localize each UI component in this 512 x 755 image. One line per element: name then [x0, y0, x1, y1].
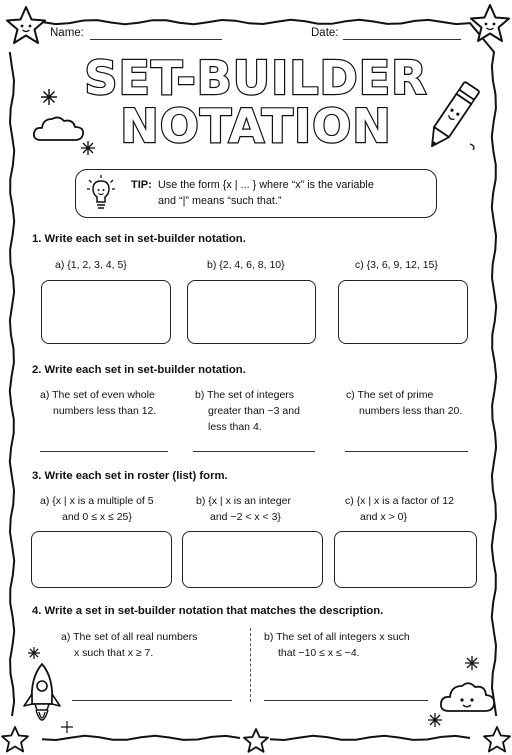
question-2a-prompt-line-2: numbers less than 12.	[53, 405, 157, 417]
question-3a-prompt-line-1: a) {x | x is a multiple of 5	[40, 495, 154, 507]
name-label: Name:	[50, 27, 84, 39]
name-field[interactable]	[90, 39, 222, 40]
question-1b-prompt: b) {2, 4, 6, 8, 10}	[207, 259, 285, 271]
question-1a-answer-box[interactable]	[41, 280, 171, 344]
sparkle-icon	[27, 646, 41, 660]
question-3a-answer-box[interactable]	[31, 531, 172, 588]
title-line-2: NOTATION	[120, 99, 392, 153]
question-2b-answer-line[interactable]	[193, 451, 315, 452]
tip-text-line-2: and “|” means “such that.”	[158, 195, 282, 207]
date-field[interactable]	[343, 39, 461, 40]
cloud-icon	[31, 112, 87, 144]
question-4a-prompt-line-1: a) The set of all real numbers	[61, 631, 198, 643]
title-line-1: SET-BUILDER	[84, 51, 428, 105]
star-icon-bottom-right	[482, 725, 512, 755]
question-2b-prompt-line-2: greater than −3 and	[208, 405, 300, 417]
question-3a-prompt-line-2: and 0 ≤ x ≤ 25}	[62, 511, 132, 523]
star-icon-bottom-center	[242, 727, 270, 755]
question-3c-prompt-line-1: c) {x | x is a factor of 12	[345, 495, 454, 507]
sparkle-icon	[40, 88, 58, 106]
question-3b-answer-box[interactable]	[182, 531, 323, 588]
question-3b-prompt-line-1: b) {x | x is an integer	[196, 495, 291, 507]
question-2c-answer-line[interactable]	[345, 451, 468, 452]
question-2b-prompt-line-3: less than 4.	[208, 421, 262, 433]
question-2a-answer-line[interactable]	[40, 451, 168, 452]
question-4-heading: 4. Write a set in set-builder notation that matches the description.	[32, 605, 384, 617]
cloud-icon	[438, 677, 496, 717]
star-icon-top-right	[468, 2, 512, 46]
question-1-heading: 1. Write each set in set-builder notation.	[32, 233, 246, 245]
column-divider	[250, 628, 251, 702]
question-2b-prompt-line-1: b) The set of integers	[195, 389, 295, 401]
question-1c-answer-box[interactable]	[338, 280, 468, 344]
tip-text-line-1: Use the form {x | ... } where “x” is the variable	[158, 179, 374, 191]
question-3c-prompt-line-2: and x > 0}	[360, 511, 407, 523]
sparkle-icon	[60, 720, 74, 734]
question-2c-prompt-line-2: numbers less than 20.	[359, 405, 463, 417]
question-4b-prompt-line-1: b) The set of all integers x such	[264, 631, 410, 643]
question-3b-prompt-line-2: and −2 < x < 3}	[210, 511, 281, 523]
question-2c-prompt-line-1: c) The set of prime	[346, 389, 434, 401]
star-icon-top-left	[4, 4, 48, 48]
question-4b-prompt-line-2: that −10 ≤ x ≤ −4.	[278, 647, 360, 659]
question-4a-answer-line[interactable]	[72, 700, 232, 701]
date-label: Date:	[311, 27, 339, 39]
sparkle-icon	[80, 140, 96, 156]
lightbulb-icon	[86, 175, 116, 213]
question-2a-prompt-line-1: a) The set of even whole	[40, 389, 155, 401]
question-3-heading: 3. Write each set in roster (list) form.	[32, 470, 228, 482]
tip-label: TIP:	[131, 179, 152, 191]
question-4a-prompt-line-2: x such that x ≥ 7.	[74, 647, 154, 659]
sparkle-icon	[464, 655, 480, 671]
question-1a-prompt: a) {1, 2, 3, 4, 5}	[55, 259, 127, 271]
pencil-icon	[420, 78, 482, 158]
question-1b-answer-box[interactable]	[187, 280, 316, 344]
question-2-heading: 2. Write each set in set-builder notation.	[32, 364, 246, 376]
sparkle-icon	[427, 712, 443, 728]
question-3c-answer-box[interactable]	[334, 531, 477, 588]
question-1c-prompt: c) {3, 6, 9, 12, 15}	[355, 259, 438, 271]
rocket-icon	[20, 660, 64, 742]
question-4b-answer-line[interactable]	[264, 700, 428, 701]
